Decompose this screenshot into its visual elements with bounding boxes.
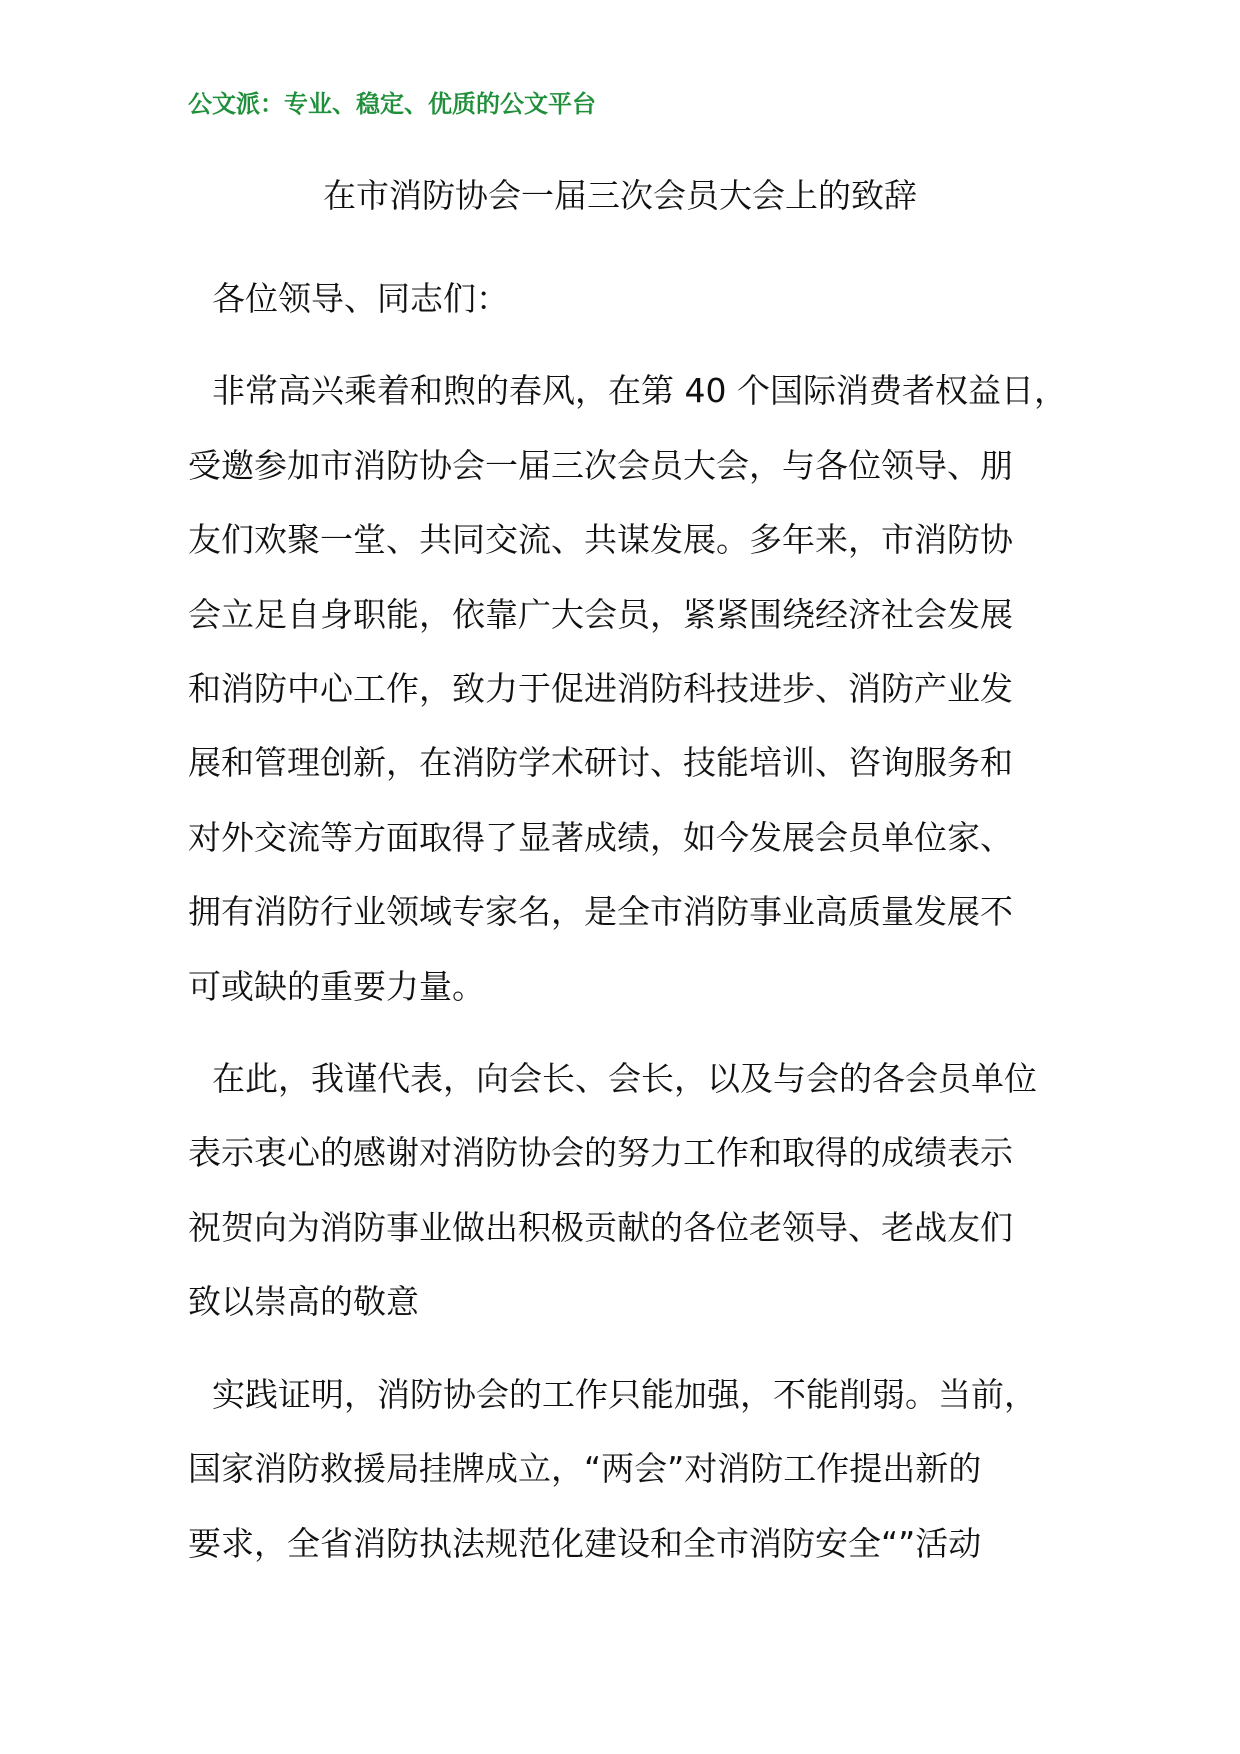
text-line: 和消防中心工作，致力于促进消防科技进步、消防产业发 [188, 669, 1013, 709]
text-line: 会立足自身职能，依靠广大会员，紧紧围绕经济社会发展 [188, 594, 1013, 634]
text-line: 祝贺向为消防事业做出积极贡献的各位老领导、老战友们 [188, 1207, 1013, 1247]
document-body [188, 262, 1068, 1599]
text-line: 非常高兴乘着和煦的春风，在第 40 个国际消费者权益日， [212, 371, 1067, 411]
text-line: 对外交流等方面取得了显著成绩，如今发展会员单位家、 [188, 817, 1013, 857]
text-line: 拥有消防行业领域专家名，是全市消防事业高质量发展不 [188, 892, 1013, 932]
text-line: 展和管理创新，在消防学术研讨、技能培训、咨询服务和 [188, 743, 1013, 783]
text-line: 在此，我谨代表，向会长、会长，以及与会的各会员单位 [212, 1059, 1037, 1099]
paragraph-intro [188, 354, 1068, 1024]
salutation: 各位领导、同志们： [212, 279, 509, 318]
text-line: 表示衷心的感谢对消防协会的努力工作和取得的成绩表示 [188, 1133, 1013, 1173]
text-line: 实践证明，消防协会的工作只能加强，不能削弱。当前， [212, 1374, 1037, 1414]
paragraph-practice [188, 1358, 1068, 1581]
paragraph-thanks [188, 1042, 1068, 1340]
document-title: 在市消防协会一届三次会员大会上的致辞 [323, 176, 917, 215]
text-line: 友们欢聚一堂、共同交流、共谋发展。多年来，市消防协 [188, 520, 1013, 560]
text-line: 受邀参加市消防协会一届三次会员大会，与各位领导、朋 [188, 445, 1013, 485]
text-line: 致以崇高的敬意 [188, 1282, 419, 1322]
text-line: 要求，全省消防执法规范化建设和全市消防安全“”活动 [188, 1523, 982, 1563]
site-banner: 公文派：专业、稳定、优质的公文平台 [188, 89, 596, 118]
text-line: 可或缺的重要力量。 [188, 966, 485, 1006]
text-line: 国家消防救援局挂牌成立，“两会”对消防工作提出新的 [188, 1449, 982, 1489]
